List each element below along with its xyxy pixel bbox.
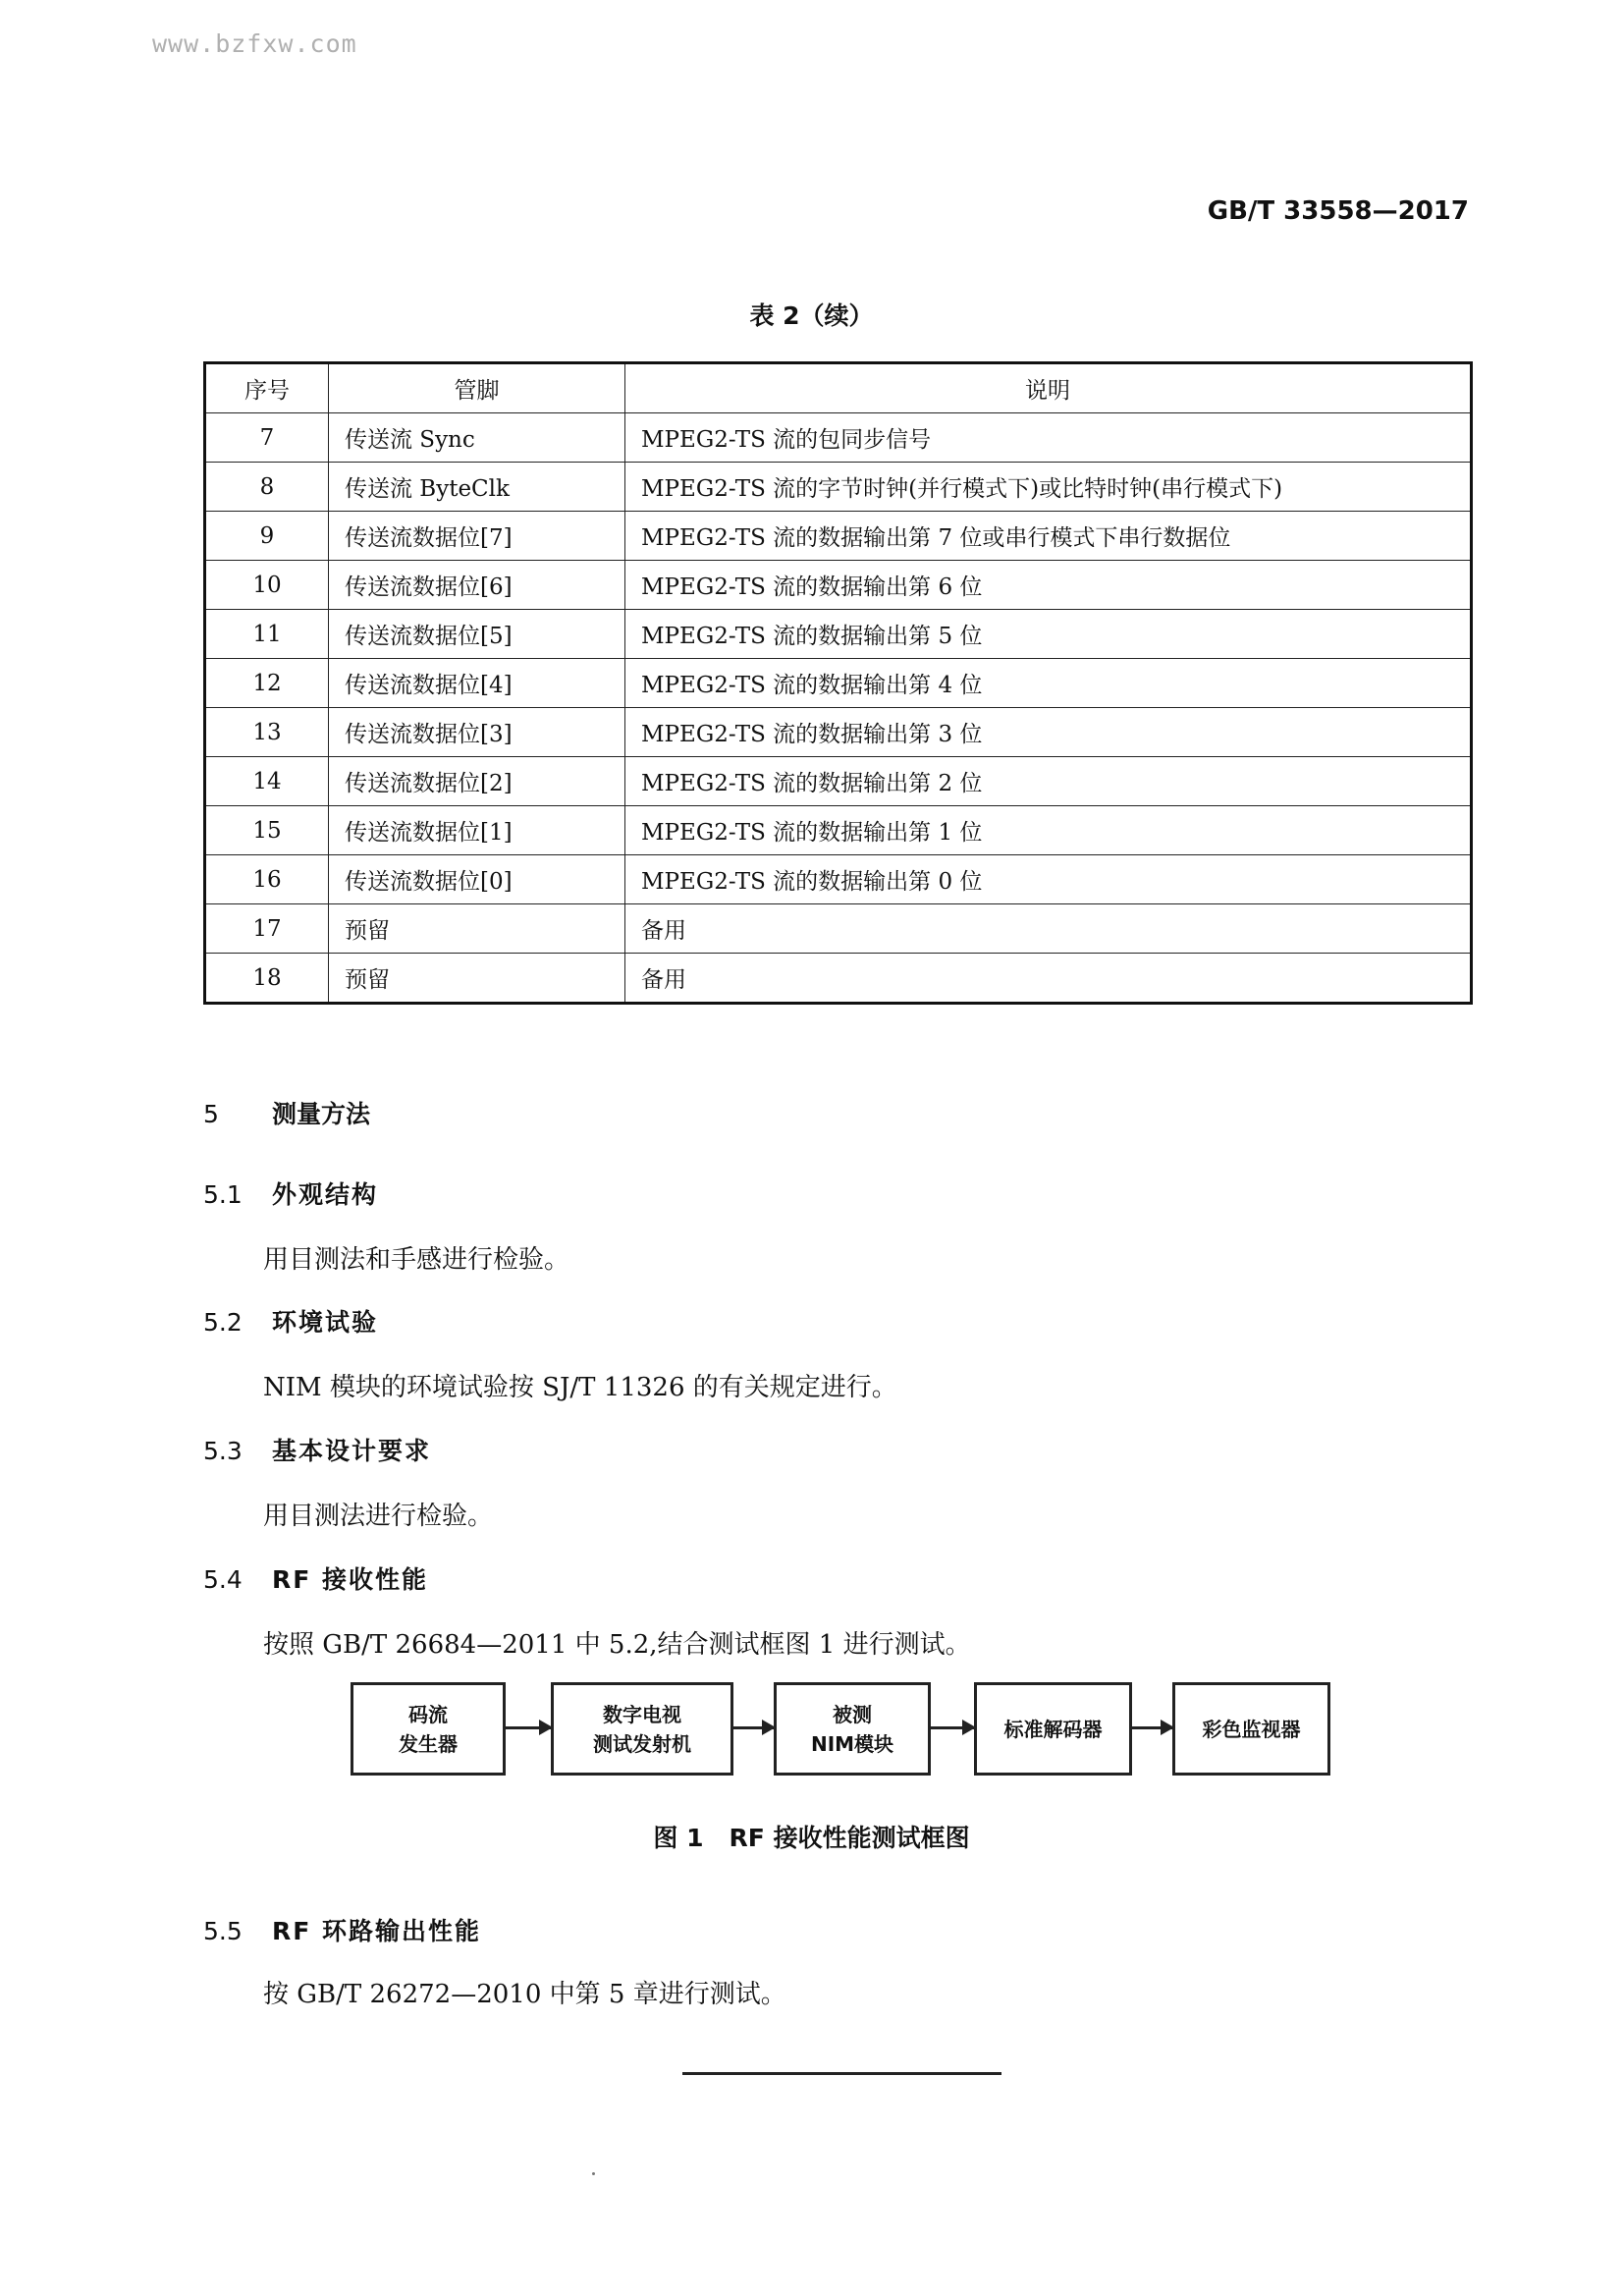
section-number: 5 bbox=[203, 1100, 219, 1128]
table-row bbox=[205, 904, 1472, 954]
table-row bbox=[205, 561, 1472, 610]
table-row bbox=[205, 610, 1472, 659]
header-no: 序号 bbox=[205, 363, 329, 413]
subsection-title: 外观结构 bbox=[272, 1180, 379, 1209]
subsection-number: 5.2 bbox=[203, 1308, 243, 1337]
cell-desc: MPEG2-TS 流的数据输出第 6 位 bbox=[625, 561, 1472, 610]
cell-no: 14 bbox=[205, 757, 329, 806]
end-rule bbox=[682, 2072, 1001, 2075]
cell-desc: MPEG2-TS 流的数据输出第 4 位 bbox=[625, 659, 1472, 708]
table-row bbox=[205, 463, 1472, 512]
cell-pin: 传送流数据位[3] bbox=[329, 708, 625, 757]
cell-no: 8 bbox=[205, 463, 329, 512]
cell-no: 7 bbox=[205, 413, 329, 463]
figure-caption bbox=[0, 1819, 1623, 1854]
subsection-number: 5.1 bbox=[203, 1180, 243, 1209]
subsection-5-1-text: 用目测法和手感进行检验。 bbox=[263, 1245, 570, 1275]
box-label: 码流 发生器 bbox=[399, 1702, 458, 1756]
cell-no: 11 bbox=[205, 610, 329, 659]
table-row bbox=[205, 413, 1472, 463]
subsection-5-3-text: 用目测法进行检验。 bbox=[263, 1502, 494, 1531]
subsection-5-2-heading bbox=[203, 1303, 378, 1339]
arrow-icon bbox=[931, 1726, 974, 1729]
subsection-5-2-text: NIM 模块的环境试验按 SJ/T 11326 的有关规定进行。 bbox=[263, 1373, 897, 1402]
subsection-5-4-text: 按照 GB/T 26684—2011 中 5.2,结合测试框图 1 进行测试。 bbox=[263, 1630, 971, 1660]
cell-pin: 传送流数据位[6] bbox=[329, 561, 625, 610]
subsection-5-4-heading bbox=[203, 1560, 428, 1596]
table-row bbox=[205, 757, 1472, 806]
cell-pin: 传送流 ByteClk bbox=[329, 463, 625, 512]
subsection-5-5-text: 按 GB/T 26272—2010 中第 5 章进行测试。 bbox=[263, 1980, 786, 2009]
table-row bbox=[205, 708, 1472, 757]
table-caption: 表 2（续） bbox=[749, 301, 874, 330]
standard-code: GB/T 33558—2017 bbox=[1207, 196, 1469, 226]
cell-no: 10 bbox=[205, 561, 329, 610]
cell-no: 9 bbox=[205, 512, 329, 561]
diagram-box-color-monitor bbox=[1172, 1682, 1330, 1776]
diagram-box-test-transmitter bbox=[551, 1682, 733, 1776]
scan-dot bbox=[592, 2172, 595, 2175]
table-row bbox=[205, 855, 1472, 904]
subsection-title: 环境试验 bbox=[272, 1308, 379, 1337]
section-title: 测量方法 bbox=[272, 1100, 371, 1128]
table-row bbox=[205, 512, 1472, 561]
table-row bbox=[205, 954, 1472, 1004]
arrow-icon bbox=[733, 1726, 774, 1729]
box-label: 彩色监视器 bbox=[1202, 1717, 1301, 1741]
subsection-5-5-heading bbox=[203, 1912, 481, 1947]
table-header-row bbox=[205, 363, 1472, 413]
cell-pin: 传送流 Sync bbox=[329, 413, 625, 463]
table-row bbox=[205, 659, 1472, 708]
watermark: www.bzfxw.com bbox=[152, 29, 357, 58]
subsection-5-1-heading bbox=[203, 1175, 378, 1211]
cell-pin: 传送流数据位[0] bbox=[329, 855, 625, 904]
subsection-title: RF 接收性能 bbox=[272, 1565, 429, 1594]
cell-desc: MPEG2-TS 流的字节时钟(并行模式下)或比特时钟(串行模式下) bbox=[625, 463, 1472, 512]
cell-desc: MPEG2-TS 流的数据输出第 0 位 bbox=[625, 855, 1472, 904]
cell-pin: 传送流数据位[1] bbox=[329, 806, 625, 855]
figure-label: 图 1 bbox=[653, 1824, 704, 1852]
cell-pin: 预留 bbox=[329, 954, 625, 1004]
diagram-box-nim-module bbox=[774, 1682, 931, 1776]
subsection-title: 基本设计要求 bbox=[272, 1437, 432, 1465]
header-desc: 说明 bbox=[625, 363, 1472, 413]
arrow-icon bbox=[1132, 1726, 1172, 1729]
section-5-heading bbox=[203, 1095, 370, 1130]
cell-desc: 备用 bbox=[625, 954, 1472, 1004]
cell-no: 12 bbox=[205, 659, 329, 708]
cell-pin: 传送流数据位[7] bbox=[329, 512, 625, 561]
table-row bbox=[205, 806, 1472, 855]
cell-desc: MPEG2-TS 流的包同步信号 bbox=[625, 413, 1472, 463]
subsection-5-3-heading bbox=[203, 1432, 431, 1467]
diagram-box-reference-decoder bbox=[974, 1682, 1132, 1776]
subsection-number: 5.3 bbox=[203, 1437, 243, 1465]
figure-title: RF 接收性能测试框图 bbox=[729, 1824, 970, 1852]
subsection-title: RF 环路输出性能 bbox=[272, 1917, 482, 1945]
cell-no: 16 bbox=[205, 855, 329, 904]
cell-no: 15 bbox=[205, 806, 329, 855]
cell-desc: MPEG2-TS 流的数据输出第 3 位 bbox=[625, 708, 1472, 757]
cell-desc: MPEG2-TS 流的数据输出第 5 位 bbox=[625, 610, 1472, 659]
subsection-number: 5.4 bbox=[203, 1565, 243, 1594]
header-pin: 管脚 bbox=[329, 363, 625, 413]
cell-no: 13 bbox=[205, 708, 329, 757]
subsection-number: 5.5 bbox=[203, 1917, 243, 1945]
cell-desc: MPEG2-TS 流的数据输出第 7 位或串行模式下串行数据位 bbox=[625, 512, 1472, 561]
cell-no: 18 bbox=[205, 954, 329, 1004]
pin-table bbox=[203, 361, 1473, 1005]
box-label: 标准解码器 bbox=[1003, 1717, 1103, 1741]
cell-pin: 预留 bbox=[329, 904, 625, 954]
diagram-box-stream-generator bbox=[351, 1682, 506, 1776]
cell-pin: 传送流数据位[4] bbox=[329, 659, 625, 708]
cell-pin: 传送流数据位[5] bbox=[329, 610, 625, 659]
box-label: 数字电视 测试发射机 bbox=[593, 1702, 691, 1756]
cell-desc: MPEG2-TS 流的数据输出第 1 位 bbox=[625, 806, 1472, 855]
box-label: 被测 NIM模块 bbox=[810, 1702, 894, 1756]
cell-desc: 备用 bbox=[625, 904, 1472, 954]
cell-desc: MPEG2-TS 流的数据输出第 2 位 bbox=[625, 757, 1472, 806]
cell-no: 17 bbox=[205, 904, 329, 954]
arrow-icon bbox=[506, 1726, 551, 1729]
cell-pin: 传送流数据位[2] bbox=[329, 757, 625, 806]
